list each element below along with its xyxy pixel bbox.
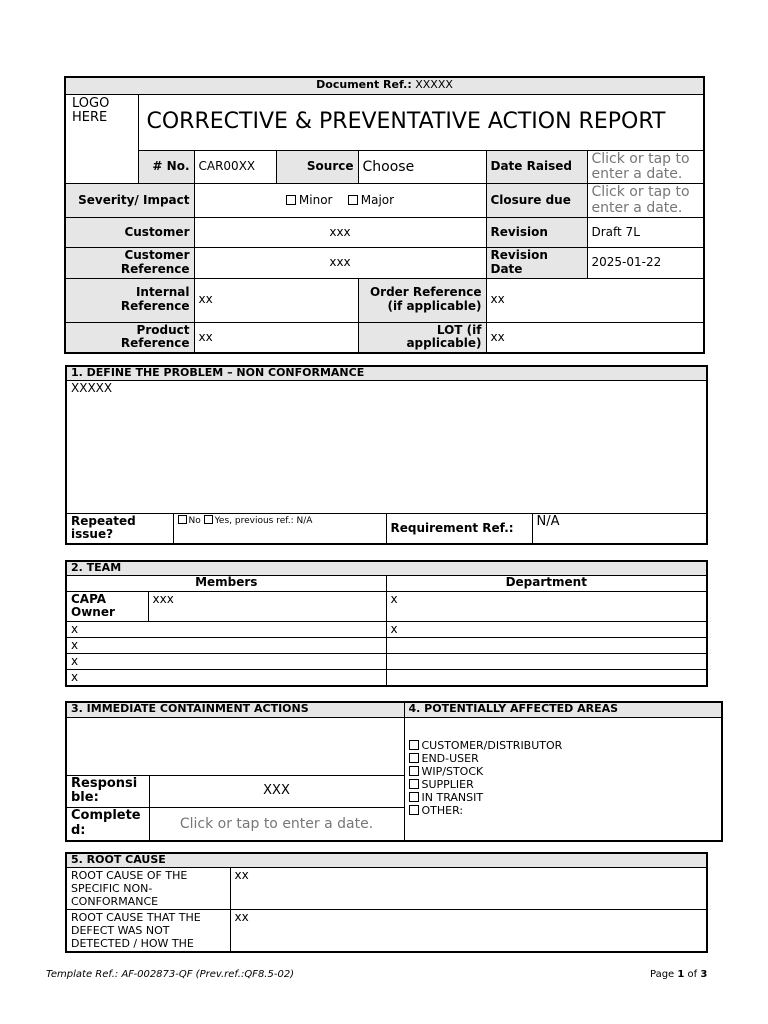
area-option[interactable]: END-USER [409, 752, 718, 765]
customer-reference-label: Customer Reference [65, 248, 194, 279]
checkbox-icon[interactable] [409, 779, 419, 789]
severity-minor-option[interactable]: Minor [286, 193, 333, 207]
responsible-value[interactable]: XXX [149, 775, 404, 808]
closure-due-picker[interactable]: Click or tap to enter a date. [587, 184, 704, 218]
root-cause-value[interactable]: xx [230, 909, 707, 952]
document-ref [65, 77, 704, 94]
members-header: Members [66, 575, 386, 591]
section-root-cause [65, 852, 708, 953]
team-department-cell[interactable] [386, 654, 707, 670]
section-define-problem [65, 365, 708, 545]
severity-options [194, 184, 486, 218]
document-ref-value[interactable]: XXXXX [415, 78, 453, 92]
severity-label: Severity/ Impact [65, 184, 194, 218]
completed-date-picker[interactable]: Click or tap to enter a date. [149, 808, 404, 841]
logo-placeholder: LOGO HERE [65, 94, 138, 184]
revision-value[interactable]: Draft 7L [587, 218, 704, 248]
product-reference-label: Product Reference [65, 322, 194, 353]
source-dropdown[interactable]: Choose [358, 150, 486, 184]
area-option[interactable]: OTHER: [409, 804, 718, 817]
responsible-label: Responsi ble: [66, 775, 149, 808]
team-member-cell[interactable]: x [66, 654, 386, 670]
revision-label: Revision [486, 218, 587, 248]
source-label: Source [276, 150, 358, 184]
order-reference-value[interactable]: xx [486, 278, 704, 322]
capa-owner-value[interactable]: xxx [148, 591, 386, 622]
problem-description-field[interactable]: XXXXX [66, 380, 707, 513]
checkbox-icon[interactable] [409, 805, 419, 815]
completed-label: Complete d: [66, 808, 149, 841]
repeated-issue-label: Repeated issue? [66, 513, 173, 544]
checkbox-icon[interactable] [286, 195, 296, 205]
capa-owner-department[interactable]: x [386, 591, 707, 622]
date-raised-picker[interactable]: Click or tap to enter a date. [587, 150, 704, 184]
requirement-ref-label: Requirement Ref.: [386, 513, 532, 544]
report-header-table [64, 76, 705, 354]
repeated-issue-options [173, 513, 386, 544]
customer-label: Customer [65, 218, 194, 248]
customer-value[interactable]: xxx [194, 218, 486, 248]
section1-title: 1. DEFINE THE PROBLEM – NON CONFORMANCE [66, 366, 707, 380]
section-team [65, 560, 708, 687]
order-reference-label: Order Reference (if applicable) [358, 278, 486, 322]
page-title: CORRECTIVE & PREVENTATIVE ACTION REPORT [138, 94, 704, 150]
affected-areas-list [404, 717, 722, 841]
page-number: Page 1 of 3 [650, 969, 708, 980]
team-department-cell[interactable] [386, 638, 707, 654]
section2-title: 2. TEAM [66, 561, 707, 575]
team-department-cell[interactable]: x [386, 622, 707, 638]
revision-date-value[interactable]: 2025-01-22 [587, 248, 704, 279]
capa-owner-label: CAPA Owner [66, 591, 148, 622]
no-label: # No. [138, 150, 194, 184]
checkbox-icon[interactable] [409, 766, 419, 776]
root-cause-value[interactable]: xx [230, 867, 707, 909]
section4-title: 4. POTENTIALLY AFFECTED AREAS [404, 702, 722, 717]
requirement-ref-value[interactable]: N/A [532, 513, 707, 544]
product-reference-value[interactable]: xx [194, 322, 358, 353]
checkbox-icon[interactable] [204, 515, 213, 524]
document-ref-label: Document Ref.: [316, 78, 412, 92]
checkbox-icon[interactable] [409, 753, 419, 763]
containment-actions-field[interactable] [66, 717, 404, 775]
internal-reference-value[interactable]: xx [194, 278, 358, 322]
checkbox-icon[interactable] [409, 792, 419, 802]
root-cause-label: ROOT CAUSE THAT THE DEFECT WAS NOT DETECTED / HOW THE [66, 909, 230, 952]
lot-label: LOT (if applicable) [358, 322, 486, 353]
section-containment-and-areas [65, 701, 723, 842]
checkbox-icon[interactable] [409, 740, 419, 750]
section3-title: 3. IMMEDIATE CONTAINMENT ACTIONS [66, 702, 404, 717]
closure-due-label: Closure due [486, 184, 587, 218]
checkbox-icon[interactable] [348, 195, 358, 205]
area-option[interactable]: IN TRANSIT [409, 791, 718, 804]
area-option[interactable]: CUSTOMER/DISTRIBUTOR [409, 739, 718, 752]
revision-date-label: Revision Date [486, 248, 587, 279]
severity-major-option[interactable]: Major [348, 193, 394, 207]
internal-reference-label: Internal Reference [65, 278, 194, 322]
department-header: Department [386, 575, 707, 591]
root-cause-label: ROOT CAUSE OF THE SPECIFIC NON-CONFORMANCE [66, 867, 230, 909]
area-option[interactable]: WIP/STOCK [409, 765, 718, 778]
date-raised-label: Date Raised [486, 150, 587, 184]
team-member-cell[interactable]: x [66, 622, 386, 638]
checkbox-icon[interactable] [178, 515, 187, 524]
template-reference: Template Ref.: AF-002873-QF (Prev.ref.:QF8.5-02) [46, 969, 295, 980]
section5-title: 5. ROOT CAUSE [66, 853, 707, 867]
lot-value[interactable]: xx [486, 322, 704, 353]
repeated-yes-option[interactable]: Yes, previous ref.: N/A [204, 516, 313, 526]
team-department-cell[interactable] [386, 670, 707, 686]
repeated-no-option[interactable]: No [178, 516, 201, 526]
team-member-cell[interactable]: x [66, 670, 386, 686]
team-member-cell[interactable]: x [66, 638, 386, 654]
no-value[interactable]: CAR00XX [194, 150, 276, 184]
customer-reference-value[interactable]: xxx [194, 248, 486, 279]
area-option[interactable]: SUPPLIER [409, 778, 718, 791]
